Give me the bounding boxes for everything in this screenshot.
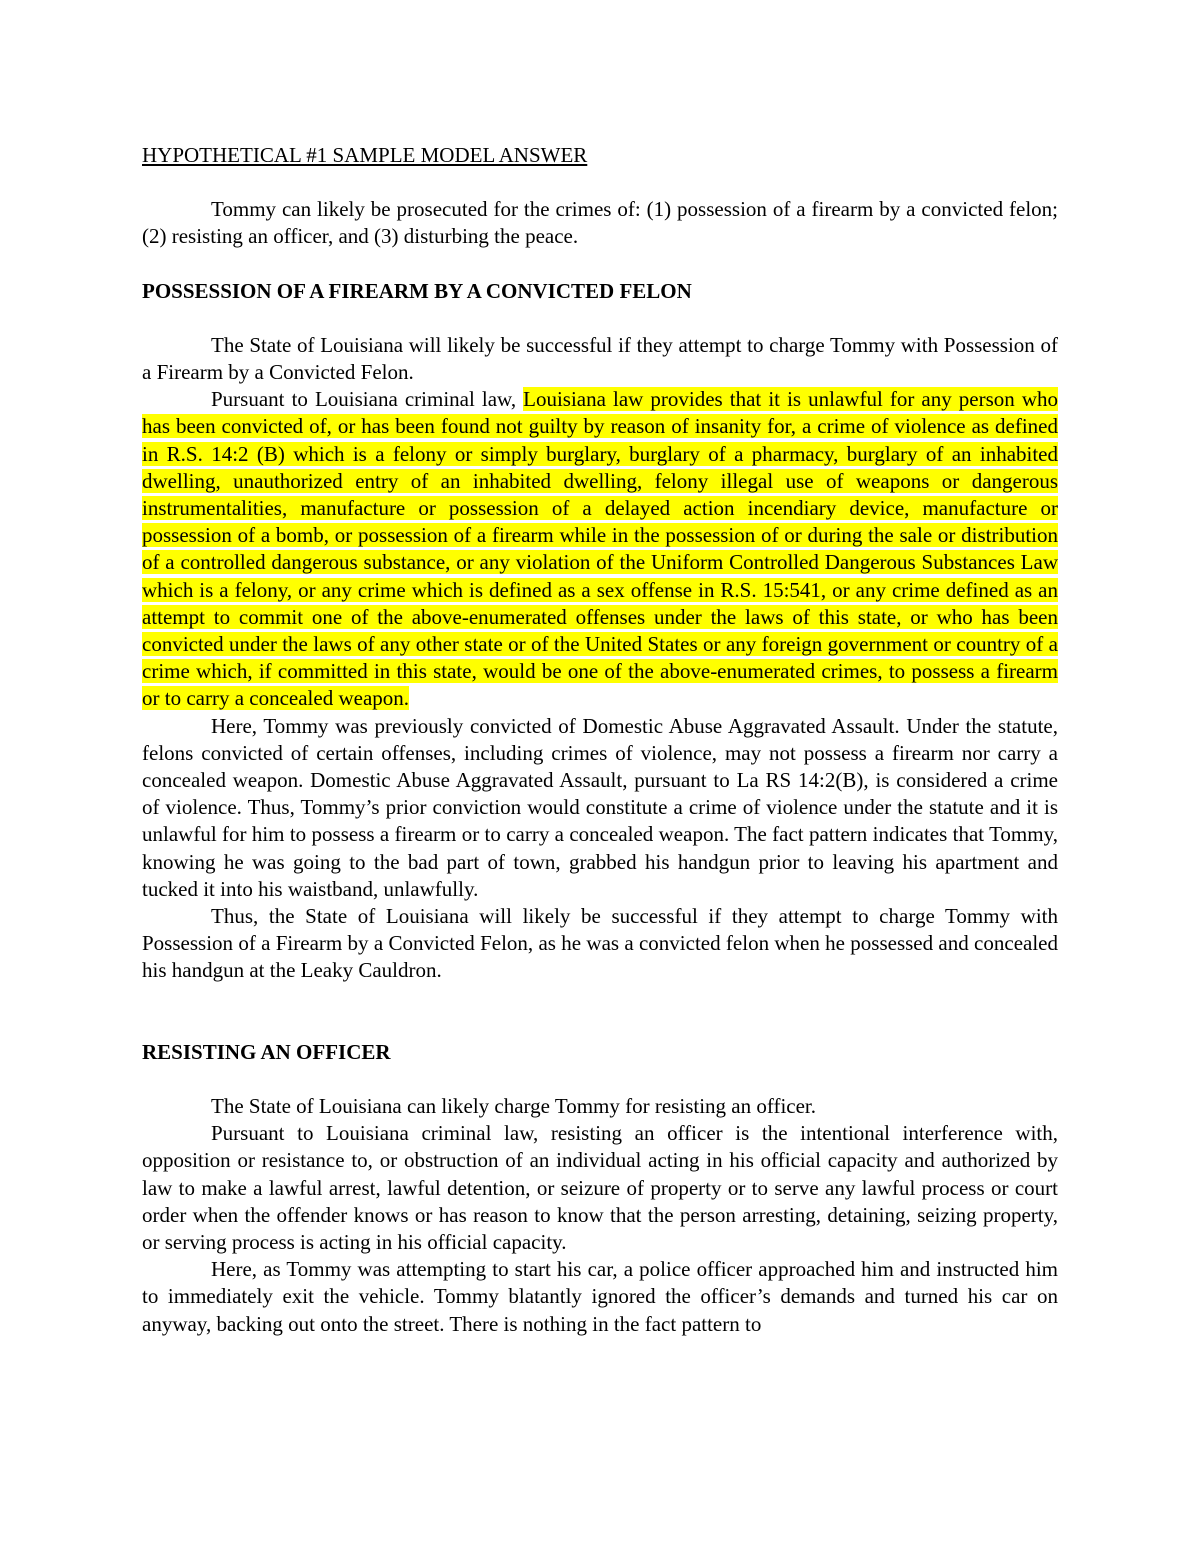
- spacer: [142, 305, 1058, 332]
- section-heading-resisting: RESISTING AN OFFICER: [142, 1039, 391, 1064]
- spacer: [142, 251, 1058, 278]
- firearm-paragraph-2: [142, 386, 1058, 712]
- document-title: HYPOTHETICAL #1 SAMPLE MODEL ANSWER: [142, 143, 588, 167]
- firearm-paragraph-2-lead: Pursuant to Louisiana criminal law,: [211, 387, 524, 412]
- firearm-paragraph-4: Thus, the State of Louisiana will likely be successful if they attempt to charge Tommy with Possession of a Firearm by a Convicted Felon, as he was a convicted felon when he possessed and concealed his handgun at the Leaky Cauldron.: [142, 904, 1058, 983]
- section-heading-firearm: POSSESSION OF A FIREARM BY A CONVICTED FELON: [142, 278, 692, 303]
- spacer: [142, 1066, 1058, 1093]
- firearm-paragraph-3: Here, Tommy was previously convicted of Domestic Abuse Aggravated Assault. Under the statute, felons convicted of certain offenses, including crimes of violence, may not possess a firearm nor carry a concealed weapon. Domestic Abuse Aggravated Assault, pursuant to La RS 14:2(B), is considered a crime of violence. Thus, Tommy’s prior conviction would constitute a crime of violence under the statute and it is unlawful for him to possess a firearm or to carry a concealed weapon. The fact pattern indicates that Tommy, knowing he was going to the bad part of town, grabbed his handgun prior to leaving his apartment and tucked it into his waistband, unlawfully.: [142, 713, 1058, 901]
- intro-paragraph: Tommy can likely be prosecuted for the crimes of: (1) possession of a firearm by a convicted felon; (2) resisting an officer, and (3) disturbing the peace.: [142, 197, 1058, 249]
- resisting-paragraph-2: Pursuant to Louisiana criminal law, resisting an officer is the intentional interference with, opposition or resistance to, or obstruction of an individual acting in his official capacity and authorized by law to make a lawful arrest, lawful detention, or seizure of property or to serve any lawful process or court order when the offender knows or has reason to know that the person arresting, detaining, seizing property, or serving process is acting in his official capacity.: [142, 1121, 1058, 1254]
- resisting-paragraph-3: Here, as Tommy was attempting to start his car, a police officer approached him and instructed him to immediately exit the vehicle. Tommy blatantly ignored the officer’s demands and turned his car on anyway, backing out onto the street. There is nothing in the fact pattern to: [142, 1257, 1058, 1336]
- firearm-paragraph-1: The State of Louisiana will likely be successful if they attempt to charge Tommy with Possession of a Firearm by a Convicted Felon.: [142, 332, 1058, 385]
- highlighted-statute-text: Louisiana law provides that it is unlawful for any person who has been convicted of, or has been found not guilty by reason of insanity for, a crime of violence as defined in R.S. 14:2 (B) which is a felony or simply burglary, burglary of a pharmacy, burglary of an inhabited dwelling, unauthorized entry of an inhabited dwelling, felony illegal use of weapons or dangerous instrumentalities, manufacture or possession of a delayed action incendiary device, manufacture or possession of a bomb, or possession of a firearm while in the possession of or during the sale or distribution of a controlled dangerous substance, or any violation of the Uniform Controlled Dangerous Substances Law which is a felony, or any crime which is defined as a sex offense in R.S. 15:541, or any crime defined as an attempt to commit one of the above-enumerated offenses under the laws of this state, or who has been convicted under the laws of any other state or of the United States or any foreign government or country of a crime which, if committed in this state, would be one of the above-enumerated crimes, to possess a firearm or to carry a concealed weapon.: [142, 387, 1058, 711]
- spacer: [142, 985, 1058, 1039]
- document-body: [142, 142, 1058, 1338]
- resisting-paragraph-1: The State of Louisiana can likely charge Tommy for resisting an officer.: [211, 1093, 817, 1118]
